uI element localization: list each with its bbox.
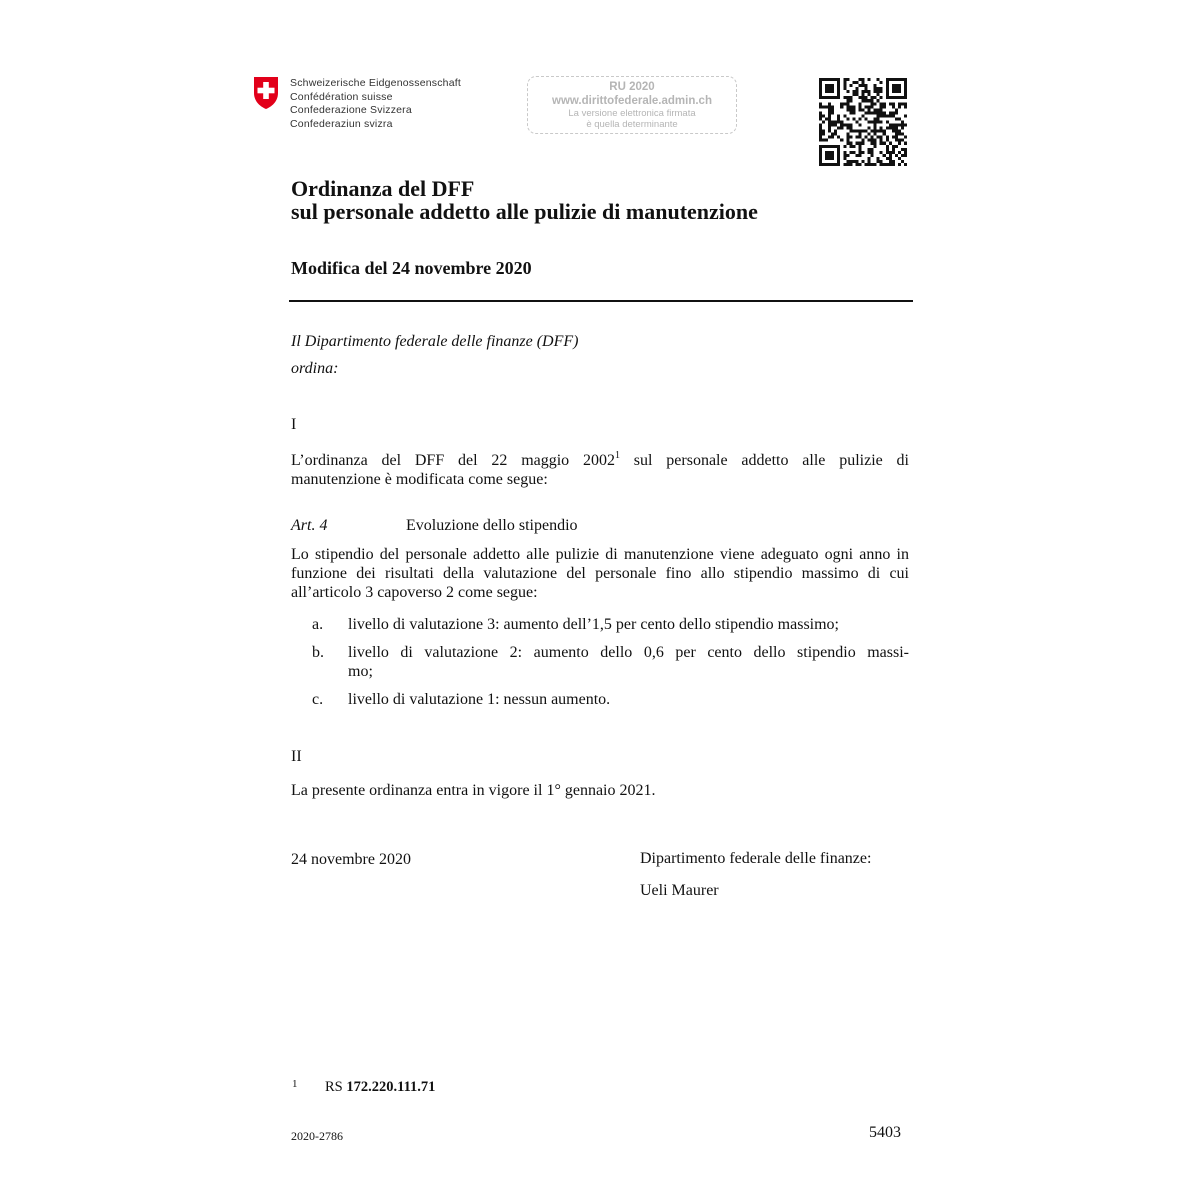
issuer: Il Dipartimento federale delle finanze (DFF)	[291, 333, 579, 350]
signatory-name: Ueli Maurer	[640, 882, 719, 899]
stamp-collection: RU 2020	[609, 81, 655, 93]
footnote-text	[325, 1079, 435, 1096]
article-number: Art. 4	[291, 517, 328, 534]
stamp-website: www.dirittofederale.admin.ch	[552, 95, 712, 107]
document-title	[291, 177, 758, 223]
title-divider	[289, 300, 913, 302]
list-item-mark: a.	[312, 616, 324, 633]
footnote-ref-mark: 1	[615, 449, 620, 461]
footnote-mark: 1	[292, 1078, 298, 1090]
modification-date: Modifica del 24 novembre 2020	[291, 258, 532, 278]
decree: ordina:	[291, 360, 339, 377]
signatory-department: Dipartimento federale delle finanze:	[640, 850, 872, 867]
footnote-prefix: RS	[325, 1079, 347, 1095]
confederation-names	[290, 77, 461, 131]
intro-line-2: manutenzione è modificata come segue:	[291, 471, 548, 488]
section-heading-1: I	[291, 416, 297, 433]
intro-text-cont: sul personale addetto alle pulizie di	[620, 452, 909, 469]
intro-line-1	[291, 451, 909, 470]
confederation-name-it: Confederazione Svizzera	[290, 104, 412, 116]
confederation-name-rm: Confederaziun svizra	[290, 117, 393, 130]
confederation-name-fr: Confédération suisse	[290, 90, 393, 103]
list-item-mark: c.	[312, 691, 324, 708]
document-number: 2020-2786	[291, 1129, 343, 1143]
list-item-mark: b.	[312, 644, 324, 661]
swiss-cross-shield-icon	[252, 76, 280, 110]
intro-text: L’ordinanza del DFF del 22 maggio 2002	[291, 452, 615, 469]
footnote-reference: 172.220.111.71	[346, 1079, 436, 1095]
publication-stamp	[527, 76, 737, 134]
stamp-note-line2: è quella determinante	[586, 119, 678, 130]
title-line-2: sul personale addetto alle pulizie di manutenzione	[291, 199, 758, 224]
title-line-1: Ordinanza del DFF	[291, 176, 475, 201]
list-item: livello di valutazione 1: nessun aumento.	[348, 691, 611, 708]
confederation-name-de: Schweizerische Eidgenossenschaft	[290, 77, 461, 89]
list-item: livello di valutazione 3: aumento dell’1,5 per cento dello stipendio massimo;	[348, 616, 839, 633]
list-item: livello di valutazione 2: aumento dello 0,6 per cento dello stipendio massi-	[348, 644, 909, 661]
list-item-cont: mo;	[348, 663, 373, 680]
article-title: Evoluzione dello stipendio	[406, 517, 578, 534]
section-heading-2: II	[291, 748, 302, 765]
page-number: 5403	[869, 1124, 901, 1141]
entry-into-force: La presente ordinanza entra in vigore il 1° gennaio 2021.	[291, 782, 656, 799]
article-body: Lo stipendio del personale addetto alle pulizie di manutenzione viene adeguato ogni anno in funzione dei risultati della valutazione del personale fino allo stipendio massimo di cui all’articolo 3 capoverso 2 come segue:	[291, 546, 909, 601]
qr-code-icon	[819, 78, 907, 166]
signature-date: 24 novembre 2020	[291, 851, 411, 868]
stamp-note-line1: La versione elettronica firmata	[568, 108, 696, 119]
